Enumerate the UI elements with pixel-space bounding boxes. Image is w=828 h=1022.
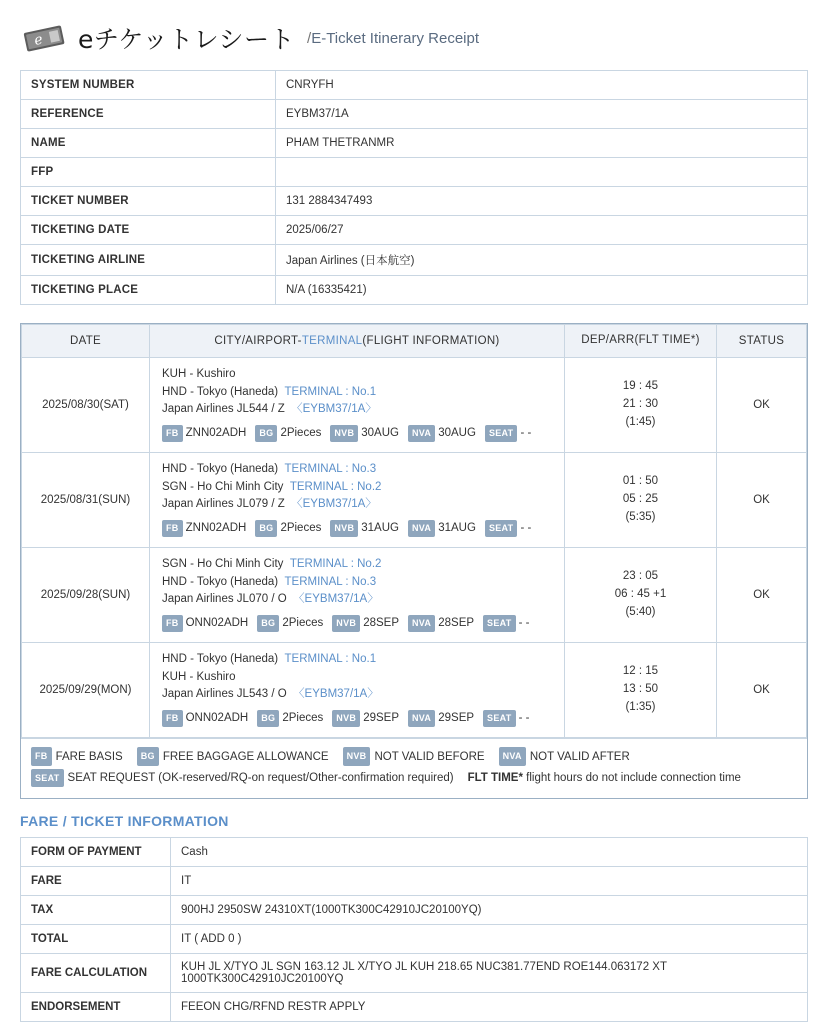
nva-badge-icon: NVA [408, 615, 435, 632]
fare-row-value: KUH JL X/TYO JL SGN 163.12 JL X/TYO JL KUH 218.65 NUC381.77END ROE144.063172 XT 1000TK300C42910JC20100YQ [171, 954, 808, 993]
fare-row-label: ENDORSEMENT [21, 993, 171, 1022]
info-row-value [276, 158, 808, 187]
arrival-time: 13 : 50 [622, 682, 659, 695]
nva-badge-icon: NVA [499, 747, 526, 766]
nva-value: 29SEP [438, 712, 475, 725]
destination-terminal: TERMINAL : No.3 [284, 575, 377, 588]
legend-line2 [31, 768, 797, 789]
segment-destination [162, 384, 558, 402]
legend-nvb [343, 751, 485, 763]
table-row [21, 867, 808, 896]
segment-origin [162, 556, 558, 574]
fare-row-label: TOTAL [21, 925, 171, 954]
city-header-pre: CITY/AIRPORT- [214, 334, 302, 347]
baggage-value: 2Pieces [280, 427, 322, 440]
destination-city: HND - Tokyo (Haneda) [162, 575, 279, 588]
status-badge: OK [717, 642, 807, 737]
legend-bg-text: FREE BAGGAGE ALLOWANCE [162, 750, 329, 763]
itinerary-table [21, 324, 807, 738]
segment-badges [162, 709, 558, 729]
booking-info-table [20, 70, 808, 305]
departure-time: 23 : 05 [622, 570, 659, 583]
origin-city: KUH - Kushiro [162, 367, 236, 380]
info-row-value: N/A (16335421) [276, 276, 808, 305]
status-badge: OK [717, 547, 807, 642]
departure-time: 19 : 45 [622, 380, 659, 393]
info-row-value[interactable]: EYBM37/1A [276, 100, 808, 129]
title-separator: / [307, 29, 312, 47]
nvb-value: 31AUG [361, 522, 399, 535]
seat-badge-icon: SEAT [483, 615, 516, 632]
destination-city: HND - Tokyo (Haneda) [162, 385, 279, 398]
info-row-label: FFP [21, 158, 276, 187]
fare-row-label: FORM OF PAYMENT [21, 838, 171, 867]
flight-time: (1:45) [625, 415, 656, 428]
legend-fb-text: FARE BASIS [55, 750, 123, 763]
bg-badge-icon: BG [255, 425, 277, 442]
seat-badge-icon: SEAT [485, 425, 518, 442]
info-row-label: TICKETING AIRLINE [21, 245, 276, 276]
nvb-badge-icon: NVB [330, 425, 358, 442]
itinerary-row [22, 547, 807, 642]
destination-city: SGN - Ho Chi Minh City [162, 480, 284, 493]
reservation-code[interactable]: 〈EYBM37/1A〉 [293, 593, 379, 606]
segment-badges [162, 614, 558, 634]
fb-badge-icon: FB [162, 710, 183, 727]
baggage-value: 2Pieces [282, 617, 324, 630]
info-row-label: TICKETING DATE [21, 216, 276, 245]
table-row [21, 187, 808, 216]
nva-badge-icon: NVA [408, 710, 435, 727]
fb-badge-icon: FB [162, 520, 183, 537]
departure-time: 12 : 15 [622, 665, 659, 678]
legend-baggage [137, 751, 329, 763]
segment-date: 2025/08/31(SUN) [22, 452, 150, 547]
origin-terminal: TERMINAL : No.2 [289, 557, 382, 570]
legend-flt-time [468, 772, 741, 784]
info-row-value: 2025/06/27 [276, 216, 808, 245]
nvb-badge-icon: NVB [332, 710, 360, 727]
segment-details [150, 547, 565, 642]
info-row-label: TICKET NUMBER [21, 187, 276, 216]
fare-row-label: TAX [21, 896, 171, 925]
fare-section-title: FARE / TICKET INFORMATION [20, 813, 229, 830]
itinerary-row [22, 452, 807, 547]
legend-nva [499, 751, 630, 763]
page-title-ja: eチケットレシート [78, 25, 296, 54]
segment-details [150, 452, 565, 547]
seat-badge-icon: SEAT [485, 520, 518, 537]
info-row-label: NAME [21, 129, 276, 158]
fare-basis-value: ONN02ADH [185, 712, 249, 725]
seat-badge-icon: SEAT [483, 710, 516, 727]
seat-value: - - [520, 522, 532, 535]
nva-badge-icon: NVA [408, 520, 435, 537]
itinerary-legend [21, 738, 807, 799]
itinerary-row [22, 357, 807, 452]
table-row [21, 129, 808, 158]
info-row-label: TICKETING PLACE [21, 276, 276, 305]
segment-destination [162, 669, 558, 687]
seat-value: - - [518, 617, 530, 630]
nvb-value: 28SEP [363, 617, 399, 630]
page-title-en: E-Ticket Itinerary Receipt [311, 29, 480, 47]
nvb-badge-icon: NVB [332, 615, 360, 632]
segment-date: 2025/08/30(SAT) [22, 357, 150, 452]
table-row [21, 71, 808, 100]
nvb-badge-icon: NVB [330, 520, 358, 537]
fare-row-value: FEEON CHG/RFND RESTR APPLY [171, 993, 808, 1022]
segment-badges [162, 424, 558, 444]
info-row-value: PHAM THETRANMR [276, 129, 808, 158]
destination-terminal: TERMINAL : No.1 [284, 385, 377, 398]
table-row [21, 245, 808, 276]
fare-row-value: Cash [171, 838, 808, 867]
bg-badge-icon: BG [137, 747, 159, 766]
reservation-code[interactable]: 〈EYBM37/1A〉 [291, 403, 377, 416]
segment-destination [162, 479, 558, 497]
info-row-label: SYSTEM NUMBER [21, 71, 276, 100]
legend-fare-basis [31, 751, 123, 763]
table-row [21, 954, 808, 993]
fb-badge-icon: FB [162, 615, 183, 632]
segment-times [565, 452, 717, 547]
flight-number: Japan Airlines JL079 / Z [162, 498, 285, 511]
legend-seat-text: SEAT REQUEST (OK-reserved/RQ-on request/Other-confirmation required) [67, 772, 454, 785]
segment-badges [162, 519, 558, 539]
table-row [21, 276, 808, 305]
segment-flight [162, 591, 558, 609]
segment-details [150, 642, 565, 737]
fare-row-value: IT [171, 867, 808, 896]
table-row [21, 838, 808, 867]
arrival-time: 06 : 45 +1 [614, 587, 667, 600]
fare-info-table [20, 837, 808, 1022]
nvb-value: 29SEP [363, 712, 399, 725]
fb-badge-icon: FB [31, 747, 52, 766]
segment-times [565, 642, 717, 737]
flight-time: (1:35) [625, 700, 656, 713]
origin-city: HND - Tokyo (Haneda) [162, 652, 279, 665]
segment-origin [162, 366, 558, 384]
segment-flight [162, 686, 558, 704]
fare-basis-value: ZNN02ADH [185, 522, 247, 535]
baggage-value: 2Pieces [280, 522, 322, 535]
svg-text:e: e [32, 31, 45, 49]
reservation-code[interactable]: 〈EYBM37/1A〉 [293, 688, 379, 701]
segment-origin [162, 651, 558, 669]
status-badge: OK [717, 357, 807, 452]
seat-value: - - [520, 427, 532, 440]
fare-row-label: FARE [21, 867, 171, 896]
segment-destination [162, 574, 558, 592]
nva-value: 28SEP [438, 617, 475, 630]
origin-city: SGN - Ho Chi Minh City [162, 557, 284, 570]
table-row [21, 993, 808, 1022]
legend-nva-text: NOT VALID AFTER [529, 750, 630, 763]
table-row [21, 896, 808, 925]
flight-time: (5:35) [625, 510, 656, 523]
destination-city: KUH - Kushiro [162, 670, 236, 683]
itinerary-section [20, 323, 808, 799]
itinerary-header-date: DATE [22, 325, 150, 358]
segment-times [565, 547, 717, 642]
info-row-value: CNRYFH [276, 71, 808, 100]
info-row-value: Japan Airlines (日本航空) [276, 245, 808, 276]
segment-date: 2025/09/29(MON) [22, 642, 150, 737]
origin-city: HND - Tokyo (Haneda) [162, 462, 279, 475]
info-row-label: REFERENCE [21, 100, 276, 129]
segment-date: 2025/09/28(SUN) [22, 547, 150, 642]
segment-times [565, 357, 717, 452]
fare-basis-value: ONN02ADH [185, 617, 249, 630]
segment-details [150, 357, 565, 452]
itinerary-header-status: STATUS [717, 325, 807, 358]
bg-badge-icon: BG [257, 615, 279, 632]
nva-value: 31AUG [438, 522, 476, 535]
legend-nvb-text: NOT VALID BEFORE [374, 750, 485, 763]
segment-flight [162, 496, 558, 514]
flight-number: Japan Airlines JL070 / O [162, 593, 287, 606]
table-row [21, 100, 808, 129]
nvb-badge-icon: NVB [343, 747, 371, 766]
table-row [21, 925, 808, 954]
seat-value: - - [518, 712, 530, 725]
fare-basis-value: ZNN02ADH [185, 427, 247, 440]
nva-value: 30AUG [438, 427, 476, 440]
status-badge: OK [717, 452, 807, 547]
city-header-post: (FLIGHT INFORMATION) [362, 334, 500, 347]
flight-time: (5:40) [625, 605, 656, 618]
departure-time: 01 : 50 [622, 475, 659, 488]
nvb-value: 30AUG [361, 427, 399, 440]
flight-number: Japan Airlines JL544 / Z [162, 403, 285, 416]
arrival-time: 05 : 25 [622, 492, 659, 505]
fare-row-label: FARE CALCULATION [21, 954, 171, 993]
flight-number: Japan Airlines JL543 / O [162, 688, 287, 701]
bg-badge-icon: BG [257, 710, 279, 727]
destination-terminal: TERMINAL : No.2 [289, 480, 382, 493]
segment-origin [162, 461, 558, 479]
itinerary-header-dep: DEP/ARR(FLT TIME*) [565, 325, 717, 358]
nva-badge-icon: NVA [408, 425, 435, 442]
info-row-value: 131 2884347493 [276, 187, 808, 216]
fare-row-value: 900HJ 2950SW 24310XT(1000TK300C42910JC20100YQ) [171, 896, 808, 925]
table-row [21, 216, 808, 245]
page-header [14, 14, 814, 70]
fare-row-value: IT ( ADD 0 ) [171, 925, 808, 954]
fb-badge-icon: FB [162, 425, 183, 442]
reservation-code[interactable]: 〈EYBM37/1A〉 [291, 498, 377, 511]
baggage-value: 2Pieces [282, 712, 324, 725]
legend-seat [31, 772, 454, 784]
origin-terminal: TERMINAL : No.3 [284, 462, 377, 475]
seat-badge-icon: SEAT [31, 769, 64, 788]
itinerary-row [22, 642, 807, 737]
origin-terminal: TERMINAL : No.1 [284, 652, 377, 665]
legend-flt-label: FLT TIME* [467, 772, 523, 785]
bg-badge-icon: BG [255, 520, 277, 537]
table-row [21, 158, 808, 187]
legend-flt-text: flight hours do not include connection time [526, 772, 741, 785]
arrival-time: 21 : 30 [622, 397, 659, 410]
city-header-terminal: TERMINAL [301, 334, 363, 347]
segment-flight [162, 401, 558, 419]
eticket-logo-icon [22, 23, 66, 53]
itinerary-header-city [150, 325, 565, 358]
